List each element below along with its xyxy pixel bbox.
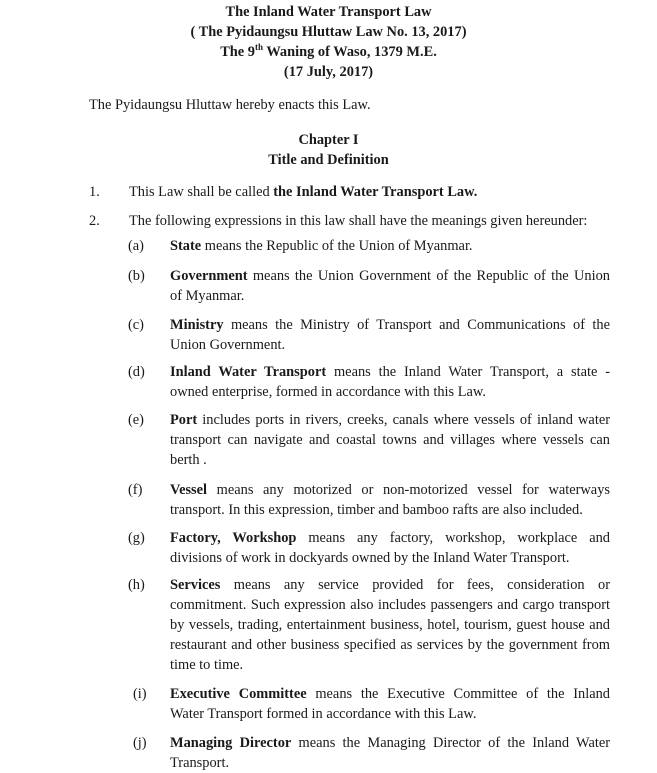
definition-text: [170, 528, 610, 568]
definition-label: (b): [128, 268, 145, 284]
chapter-title: Title and Definition: [268, 152, 389, 168]
chapter-number: Chapter I: [298, 132, 359, 148]
law-reference: ( The Pyidaungsu Hluttaw Law No. 13, 2017): [190, 24, 467, 40]
definition-text: [170, 315, 610, 355]
definition-term: Vessel: [170, 482, 208, 498]
definition-line: Managing Director means the Managing Director of the Inland Water: [170, 735, 611, 751]
definition-term: Government: [170, 268, 248, 284]
definition-line: of Myanmar.: [170, 288, 245, 304]
definition-line: by vessels, trading, entertainment business, hotel, tourism, guest house and: [170, 617, 610, 633]
law-date-myanmar: The 9th Waning of Waso, 1379 M.E.: [220, 42, 437, 60]
definition-text: [170, 410, 610, 470]
definition-line: Ministry means the Ministry of Transport and Communications of the: [170, 317, 610, 333]
definition-line: Port includes ports in rivers, creeks, canals where vessels of inland water: [170, 412, 610, 428]
definition-label: (e): [128, 412, 144, 428]
definition-term: Factory, Workshop: [170, 530, 297, 546]
definition-text: [170, 362, 610, 402]
definition-term: Inland Water Transport: [170, 364, 327, 380]
definition-line: divisions of work in dockyards owned by the Inland Water Transport.: [170, 550, 570, 566]
definition-term: Executive Committee: [170, 686, 307, 702]
definition-line: Inland Water Transport means the Inland Water Transport, a state -: [170, 364, 611, 380]
definition-text: [170, 266, 610, 306]
law-date-gregorian: (17 July, 2017): [283, 64, 374, 80]
definition-term: Port: [170, 412, 198, 428]
definition-line: State means the Republic of the Union of Myanmar.: [170, 238, 473, 254]
section-number: 2.: [89, 213, 100, 229]
section-text: The following expressions in this law shall have the meanings given hereunder:: [129, 213, 588, 229]
definition-line: restaurant and other business specified as services by the government from: [170, 637, 610, 653]
definition-line: owned enterprise, formed in accordance with this Law.: [170, 384, 486, 400]
definition-line: time to time.: [170, 657, 244, 673]
definition-line: Vessel means any motorized or non-motorized vessel for waterways: [170, 482, 610, 498]
definition-line: Factory, Workshop means any factory, workshop, workplace and: [170, 530, 610, 546]
definition-label: (j): [133, 735, 147, 751]
definition-label: (a): [128, 238, 144, 254]
definition-line: Union Government.: [170, 337, 286, 353]
definition-label: (i): [133, 686, 147, 702]
chapter-heading: [0, 130, 657, 170]
definition-line: transport can navigate and coastal towns and villages where vessels can: [170, 432, 610, 448]
definition-line: Government means the Union Government of the Republic of the Union: [170, 268, 610, 284]
definition-label: (c): [128, 317, 144, 333]
definition-term: Ministry: [170, 317, 224, 333]
definition-term: Services: [170, 577, 221, 593]
section-text: This Law shall be called the Inland Water Transport Law.: [129, 184, 478, 200]
definition-term: Managing Director: [170, 735, 292, 751]
definition-label: (g): [128, 530, 145, 546]
definition-label: (d): [128, 364, 145, 380]
definition-line: Transport.: [170, 755, 230, 771]
definition-term: State: [170, 238, 202, 254]
definition-text: [170, 575, 610, 675]
definition-line: commitment. Such expression also includes passengers and cargo transport: [170, 597, 610, 613]
definition-text: [170, 236, 610, 256]
definition-text: [170, 684, 610, 724]
definition-line: Services means any service provided for fees, consideration or: [170, 577, 610, 593]
definition-line: Water Transport formed in accordance with this Law.: [170, 706, 477, 722]
definition-text: [170, 733, 610, 773]
definition-line: Executive Committee means the Executive Committee of the Inland: [170, 686, 610, 702]
law-header: [0, 2, 657, 82]
definition-label: (h): [128, 577, 145, 593]
law-short-title: the Inland Water Transport Law.: [273, 184, 478, 200]
law-title: The Inland Water Transport Law: [225, 4, 432, 20]
definition-line: berth .: [170, 452, 207, 468]
definition-line: transport. In this expression, timber and bamboo rafts are also included.: [170, 502, 583, 518]
definition-label: (f): [128, 482, 143, 498]
definition-text: [170, 480, 610, 520]
enactment-clause: The Pyidaungsu Hluttaw hereby enacts this Law.: [89, 97, 371, 113]
section-number: 1.: [89, 184, 100, 200]
